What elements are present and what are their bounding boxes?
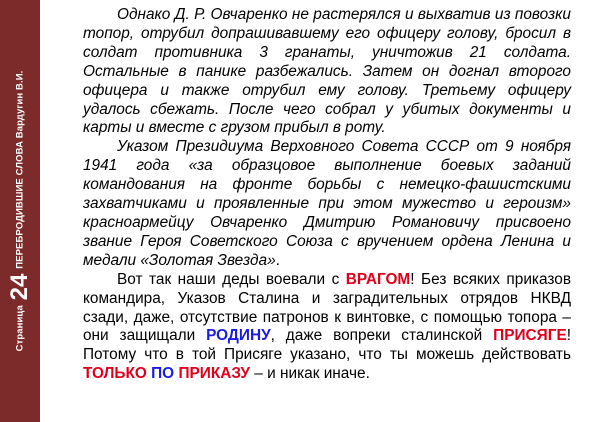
paragraph-2 [83, 138, 571, 270]
paragraph-3 [83, 271, 571, 384]
p3-text-3: , даже вопреки сталинской [270, 327, 494, 345]
sidebar-caption [6, 71, 34, 352]
paragraph-2-italic: Указом Президиума Верховного Совета СССР от 9 ноября 1941 года «за образцовое выполнение боевых заданий командования на фронте борьбы с немецко-фашистскими захватчиками и проявленные при этом мужество и героизм» красноармейцу Овчаренко Дмитрию Романовичу присвоено звание Героя Советского Союза с вручением ордена Ленина и медали «Золотая Звезда» [83, 138, 571, 269]
word-order: ПРИКАЗУ [178, 365, 250, 383]
paragraph-2-end: . [275, 251, 280, 269]
document-body [83, 6, 571, 384]
word-oath: ПРИСЯГЕ [493, 327, 567, 345]
p3-text-5: – и никак иначе. [249, 365, 370, 383]
sidebar [0, 0, 40, 422]
paragraph-1: Однако Д. Р. Овчаренко не растерялся и выхватив из повозки топор, отрубил допрашивавшему его офицеру голову, бросил в солдат противника 3 гранаты, уничтожив 21 солдата. Остальные в панике разбежались. Затем он догнал второго офицера и также отрубил ему голову. Третьему офицеру удалось сбежать. После чего собрал у убитых документы и карты и вместе с грузом прибыл в роту. [83, 6, 571, 137]
p3-text-4: ! Потому что в той Присяге указано, что ты можешь действовать [83, 327, 571, 364]
word-enemy: ВРАГОМ [345, 270, 411, 288]
p3-text-2: ! Без всяких приказов командира, Указов Сталина и заградительных отрядов НКВД сзади, даже, отсутствие патронов к винтовке, с помощью топора – они защищали [83, 270, 571, 345]
author-name: Вардугин В.И. [14, 70, 26, 139]
p3-text-1: Вот так наши деды воевали с [117, 270, 346, 288]
page-number: 24 [6, 273, 33, 301]
book-title: ПЕРЕБРОДИВШИЕ СЛОВА [14, 140, 26, 269]
word-by: ПО [151, 365, 175, 383]
word-motherland: РОДИНУ [206, 327, 271, 345]
page-label: Страница [14, 305, 26, 352]
word-only: ТОЛЬКО [83, 365, 147, 383]
